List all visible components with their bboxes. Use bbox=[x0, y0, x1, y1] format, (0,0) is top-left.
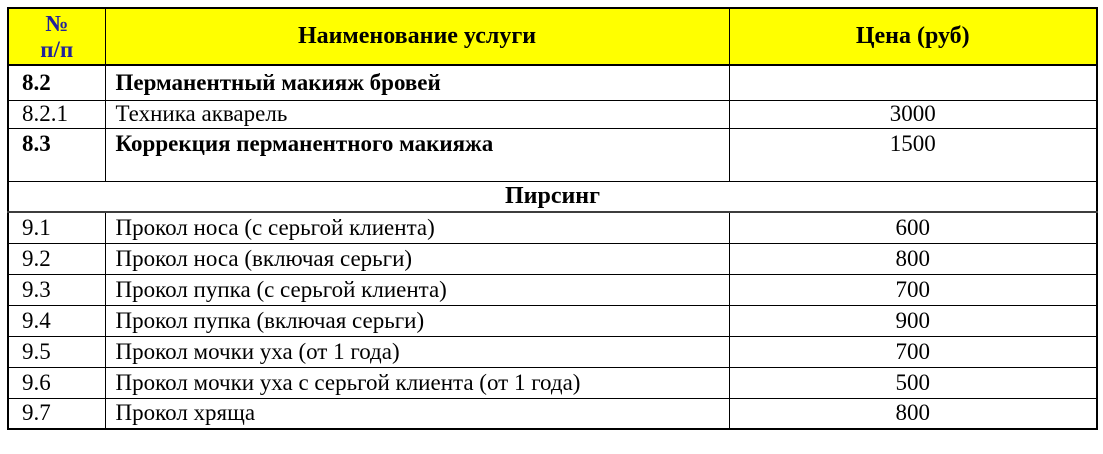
price-table bbox=[7, 7, 1098, 430]
cell-num: 8.2 bbox=[8, 65, 105, 100]
table-header bbox=[8, 8, 1097, 65]
section-row bbox=[8, 181, 1097, 212]
table-row bbox=[8, 398, 1097, 429]
table-row bbox=[8, 243, 1097, 274]
cell-num: 8.2.1 bbox=[8, 100, 105, 128]
cell-price: 700 bbox=[729, 336, 1097, 367]
cell-price: 800 bbox=[729, 398, 1097, 429]
cell-num: 9.4 bbox=[8, 305, 105, 336]
cell-price: 500 bbox=[729, 367, 1097, 398]
cell-price: 600 bbox=[729, 212, 1097, 243]
col-header-num bbox=[8, 8, 105, 65]
table-row bbox=[8, 128, 1097, 181]
col-header-num-line2: п/п bbox=[40, 36, 74, 62]
cell-service: Перманентный макияж бровей bbox=[105, 65, 729, 100]
cell-service: Прокол мочки уха (от 1 года) bbox=[105, 336, 729, 367]
cell-price: 1500 bbox=[729, 128, 1097, 181]
cell-service: Прокол хряща bbox=[105, 398, 729, 429]
col-header-service: Наименование услуги bbox=[105, 8, 729, 65]
cell-price bbox=[729, 65, 1097, 100]
cell-service: Прокол пупка (с серьгой клиента) bbox=[105, 274, 729, 305]
table-row bbox=[8, 212, 1097, 243]
table-row bbox=[8, 65, 1097, 100]
table-row bbox=[8, 336, 1097, 367]
col-header-price: Цена (руб) bbox=[729, 8, 1097, 65]
cell-service: Техника акварель bbox=[105, 100, 729, 128]
cell-num: 9.6 bbox=[8, 367, 105, 398]
cell-num: 9.1 bbox=[8, 212, 105, 243]
cell-num: 9.2 bbox=[8, 243, 105, 274]
cell-service: Прокол пупка (включая серьги) bbox=[105, 305, 729, 336]
section-label: Пирсинг bbox=[8, 181, 1097, 212]
table-row bbox=[8, 305, 1097, 336]
cell-price: 3000 bbox=[729, 100, 1097, 128]
cell-service: Прокол носа (включая серьги) bbox=[105, 243, 729, 274]
cell-price: 700 bbox=[729, 274, 1097, 305]
table-body bbox=[8, 65, 1097, 429]
cell-num: 9.3 bbox=[8, 274, 105, 305]
cell-num: 9.5 bbox=[8, 336, 105, 367]
cell-service: Коррекция перманентного макияжа bbox=[105, 128, 729, 181]
cell-num: 8.3 bbox=[8, 128, 105, 181]
table-row bbox=[8, 274, 1097, 305]
table-row bbox=[8, 100, 1097, 128]
cell-price: 900 bbox=[729, 305, 1097, 336]
cell-num: 9.7 bbox=[8, 398, 105, 429]
cell-service: Прокол носа (с серьгой клиента) bbox=[105, 212, 729, 243]
header-row bbox=[8, 8, 1097, 65]
table-row bbox=[8, 367, 1097, 398]
col-header-num-line1: № bbox=[45, 10, 69, 36]
cell-service: Прокол мочки уха с серьгой клиента (от 1 года) bbox=[105, 367, 729, 398]
cell-price: 800 bbox=[729, 243, 1097, 274]
